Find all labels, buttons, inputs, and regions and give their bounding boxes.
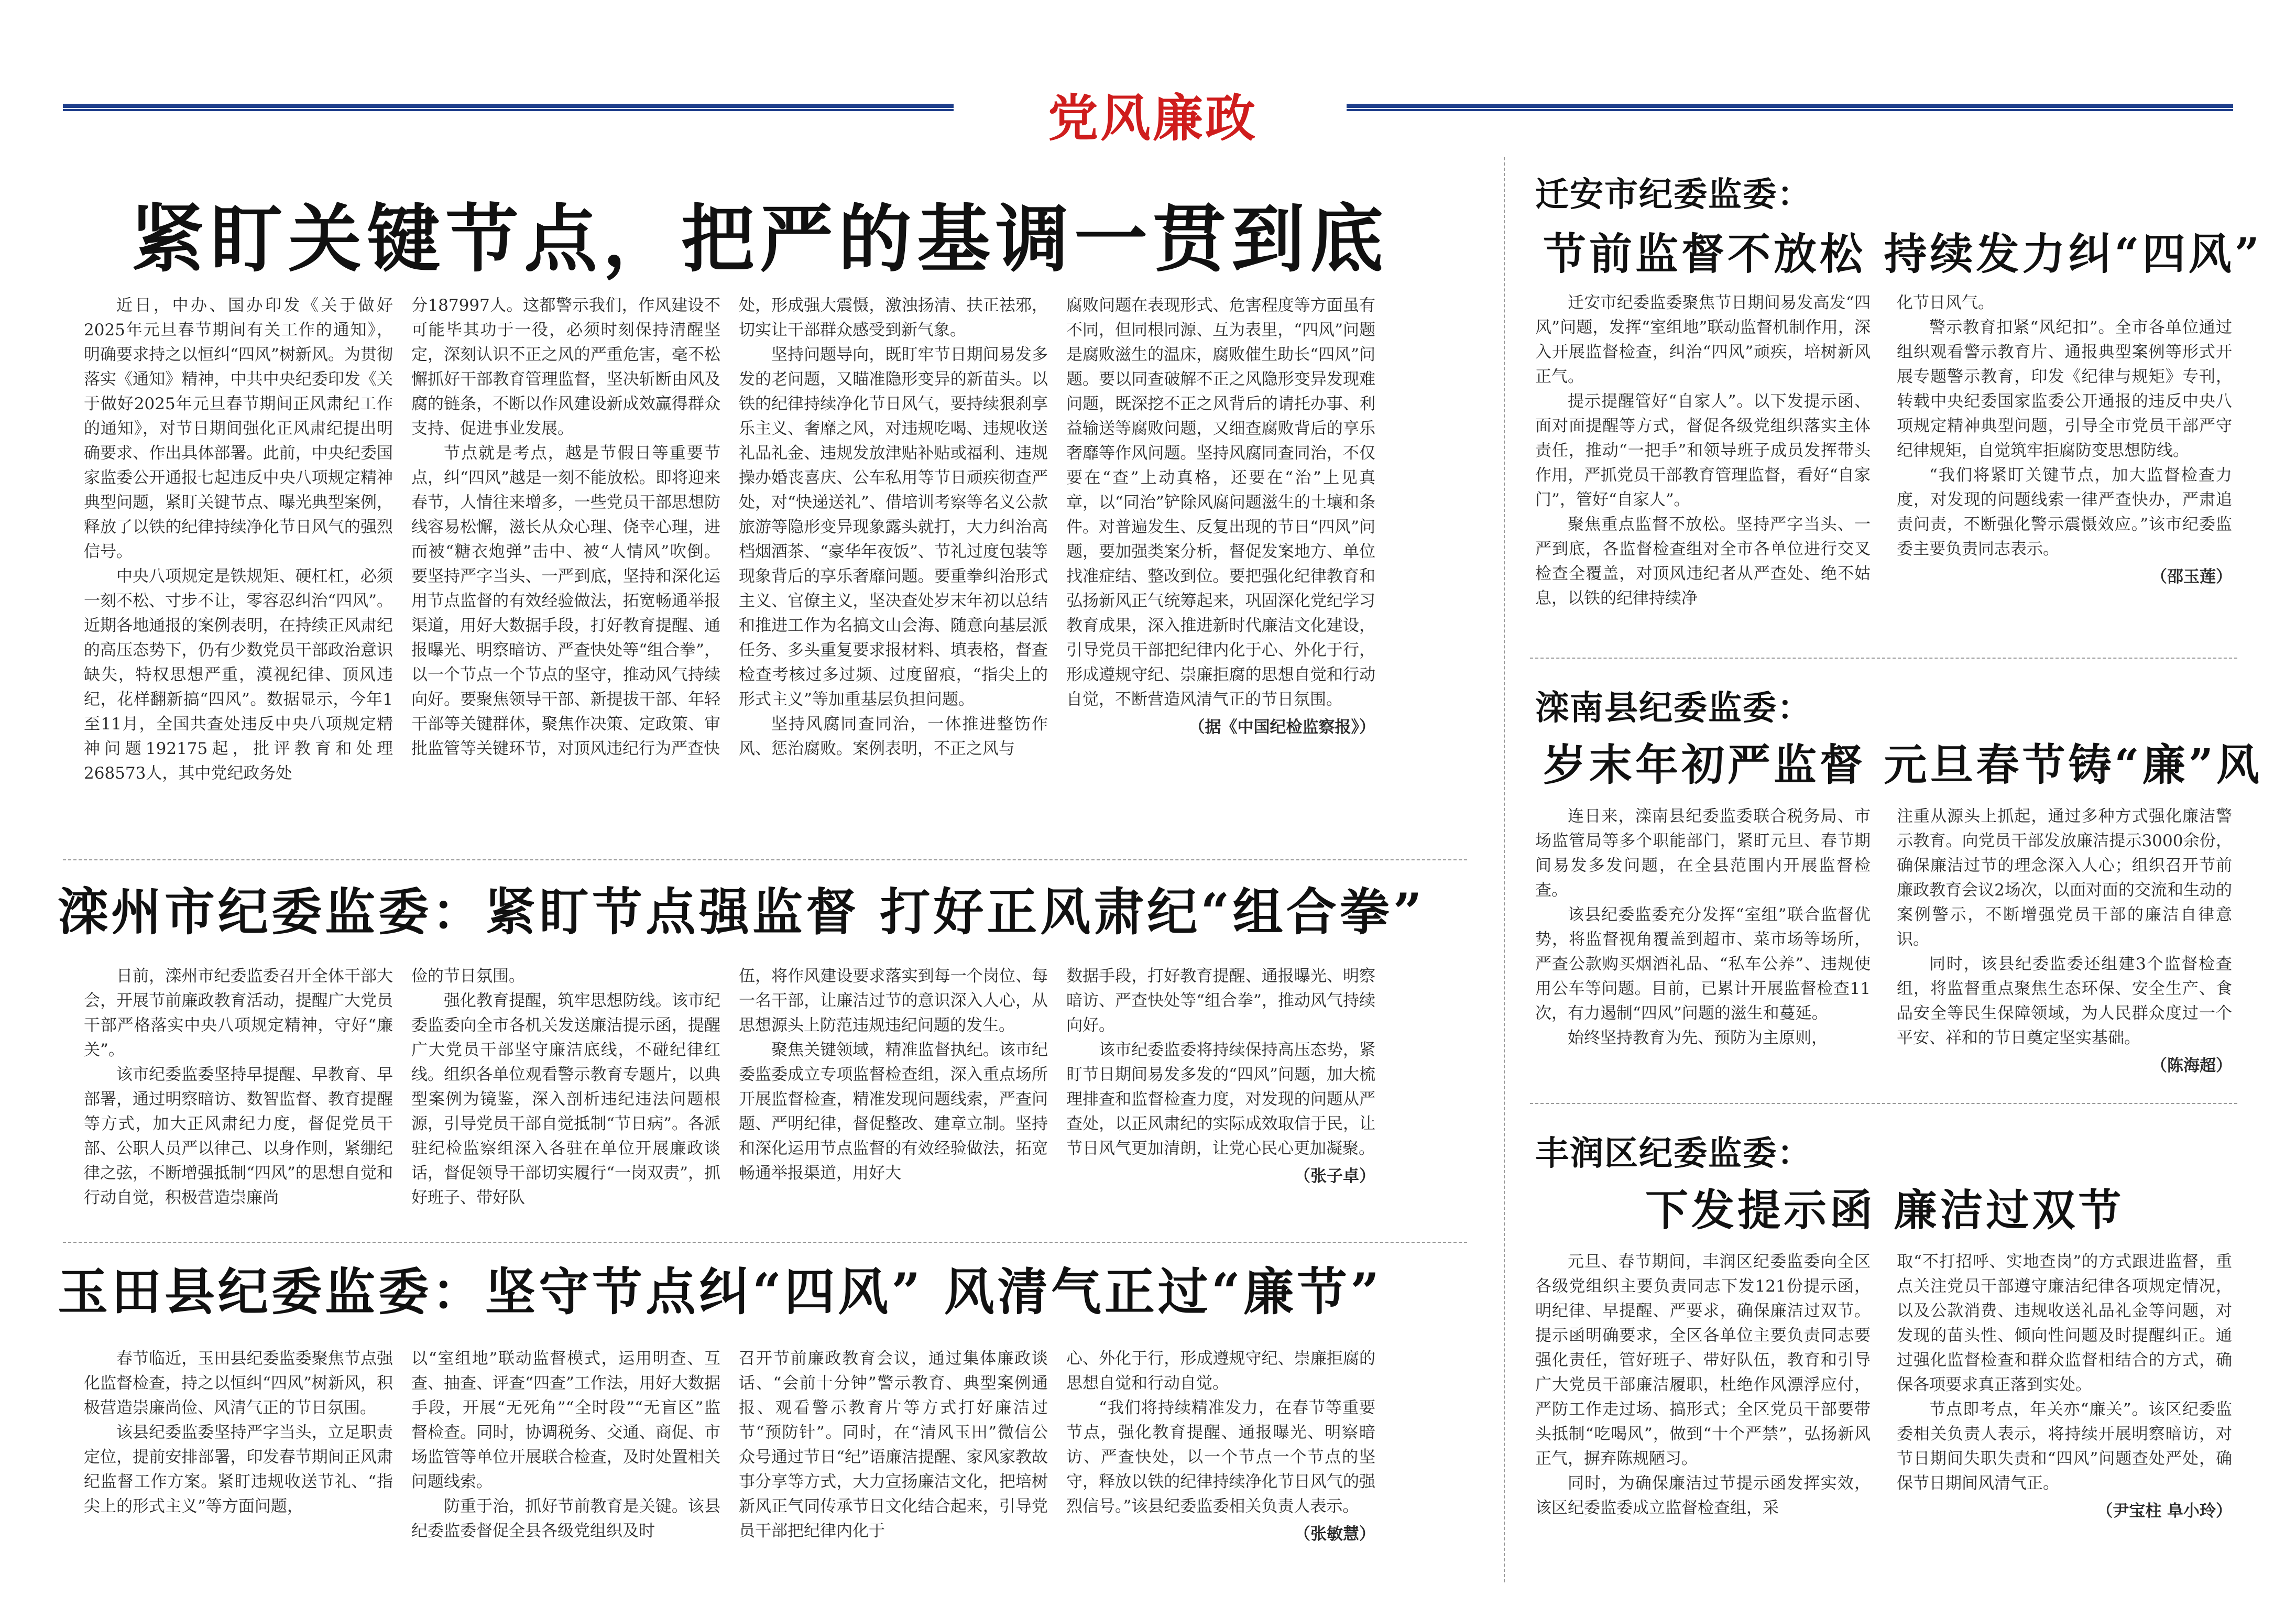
luanzhou-col-1 <box>84 964 393 1237</box>
paragraph: 提示提醒管好“自家人”。以下发提示函、面对面提醒等方式，督促各级党组织落实主体责任，推动“一把手”和领导班子成员发挥带头作用，严抓党员干部教育管理监督，看好“自家门”，管好“自家人”。 <box>1535 392 1871 509</box>
paragraph: 迁安市纪委监委聚焦节日期间易发高发“四风”问题，发挥“室组地”联动监督机制作用，深入开展监督检查，纠治“四风”顽疾，培树新风正气。 <box>1535 293 1871 386</box>
main-col-1 <box>84 293 393 846</box>
paragraph: 聚焦重点监督不放松。坚持严字当头、一严到底，各监督检查组对全市各单位进行交叉检查全覆盖，对顶风违纪者从严查处、绝不姑息，以铁的纪律持续净 <box>1535 515 1871 608</box>
main-headline: 紧盯关键节点，把严的基调一贯到底 <box>131 196 1389 282</box>
yutian-col-2 <box>411 1347 720 1598</box>
luannan-col-1 <box>1535 804 1871 1098</box>
luannan-kicker: 滦南县纪委监委： <box>1535 689 1812 728</box>
paragraph: 聚焦关键领域，精准监督执纪。该市纪委监委成立专项监督检查组，深入重点场所开展监督检查，精准发现问题线索，严查问题、严明纪律，督促整改、建章立制。坚持和深化运用节点监督的有效经验做法，拓宽畅通举报渠道，用好大 <box>739 1041 1048 1183</box>
fengrun-subtitle: 下发提示函 廉洁过双节 <box>1645 1185 2125 1236</box>
divider-qianan <box>1530 658 2237 659</box>
paragraph: 该市纪委监委将持续保持高压态势，紧盯节日期间易发多发的“四风”问题，加大梳理排查和监督检查力度，对发现的问题从严查处，以正风肃纪的实际成效取信于民，让节日风气更加清朗，让党心民心更加凝聚。 <box>1066 1041 1375 1158</box>
luanzhou-col-2 <box>411 964 720 1237</box>
paragraph: 数据手段，打好教育提醒、通报曝光、明察暗访、严查快处等“组合拳”，推动风气持续向好。 <box>1066 967 1375 1035</box>
paragraph: 坚持问题导向，既盯牢节日期间易发多发的老问题，又瞄准隐形变异的新苗头。以铁的纪律持续净化节日风气，要持续狠刹享乐主义、奢靡之风，对违规吃喝、违规收送礼品礼金、违规发放津贴补贴或福利、违规操办婚丧喜庆、公车私用等节日顽疾彻查严处，对“快递送礼”、借培训考察等名义公款旅游等隐形变异现象露头就打，大力纠治高档烟酒茶、“豪华年夜饭”、节礼过度包装等现象背后的享乐奢靡问题。要重拳纠治形式主义、官僚主义，坚决查处岁末年初以总结和推进工作为名搞文山会海、随意向基层派任务、多头重复要求报材料、填表格，督查检查考核过多过频、过度留痕，“指尖上的形式主义”等加重基层负担问题。 <box>739 345 1048 709</box>
author-credit: （张子卓） <box>1294 1167 1375 1186</box>
paragraph: 防重于治，抓好节前教育是关键。该县纪委监委督促全县各级党组织及时 <box>411 1497 720 1540</box>
yutian-col-4 <box>1066 1347 1375 1598</box>
masthead-rule-left <box>63 104 954 112</box>
luanzhou-col-3 <box>739 964 1048 1237</box>
paragraph: 始终坚持教育为先、预防为主原则， <box>1568 1029 1828 1047</box>
paragraph: 伍，将作风建设要求落实到每一个岗位、每一名干部，让廉洁过节的意识深入人心，从思想源头上防范违规违纪问题的发生。 <box>739 967 1048 1035</box>
yutian-col-3 <box>739 1347 1048 1598</box>
main-col-3 <box>739 293 1048 846</box>
paragraph: 警示教育扣紧“风纪扣”。全市各单位通过组织观看警示教育片、通报典型案例等形式开展专题警示教育，印发《纪律与规矩》专刊，转载中央纪委国家监委公开通报的违反中央八项规定精神典型问题，引导全市党员干部严守纪律规矩，自觉筑牢拒腐防变思想防线。 <box>1897 318 2232 460</box>
paragraph: 注重从源头上抓起，通过多种方式强化廉洁警示教育。向党员干部发放廉洁提示3000余份，确保廉洁过节的理念深入人心；组织召开节前廉政教育会议2场次，以面对面的交流和生动的案例警示，不断增强党员干部的廉洁自律意识。 <box>1897 807 2232 949</box>
paragraph: 同时，为确保廉洁过节提示函发挥实效，该区纪委监委成立监督检查组，采 <box>1535 1474 1871 1517</box>
paragraph: 节点就是考点，越是节假日等重要节点，纠“四风”越是一刻不能放松。即将迎来春节，人情往来增多，一些党员干部思想防线容易松懈，滋长从众心理、侥幸心理，进而被“糖衣炮弹”击中、被“人情风”吹倒。要坚持严字当头、一严到底，坚持和深化运用节点监督的有效经验做法，拓宽畅通举报渠道，用好大数据手段，打好教育提醒、通报曝光、明察暗访、严查快处等“组合拳”，以一个节点一个节点的坚守，推动风气持续向好。要聚焦领导干部、新提拔干部、年轻干部等关键群体，聚焦作决策、定政策、审批监管等关键环节，对顶风违纪行为严查快 <box>411 444 720 758</box>
luanzhou-col-4 <box>1066 964 1375 1237</box>
paragraph: 处，形成强大震慑，激浊扬清、扶正祛邪，切实让干部群众感受到新气象。 <box>739 296 1048 340</box>
paragraph: 俭的节日氛围。 <box>411 967 525 986</box>
paragraph: 日前，滦州市纪委监委召开全体干部大会，开展节前廉政教育活动，提醒广大党员干部严格落实中央八项规定精神，守好“廉关”。 <box>84 967 393 1059</box>
paragraph: “我们将持续精准发力，在春节等重要节点，强化教育提醒、通报曝光、明察暗访、严查快处，以一个节点一个节点的坚守，释放以铁的纪律持续净化节日风气的强烈信号。”该县纪委监委相关负责人表示。 <box>1066 1398 1375 1516</box>
divider-luanzhou <box>63 1242 1467 1243</box>
section-title: 党风廉政 <box>1048 89 1258 148</box>
fengrun-kicker: 丰润区纪委监委： <box>1535 1134 1812 1173</box>
luannan-subtitle: 岁末年初严监督 元旦春节铸“廉”风 <box>1543 740 2262 790</box>
main-col-4 <box>1066 293 1375 846</box>
paragraph: 同时，该县纪委监委还组建3个监督检查组，将监督重点聚焦生态环保、安全生产、食品安全等民生保障领域，为人民群众度过一个平安、祥和的节日奠定坚实基础。 <box>1897 955 2232 1047</box>
paragraph: “我们将紧盯关键节点，加大监督检查力度，对发现的问题线索一律严查快办，严肃追责问责，不断强化警示震慑效应。”该市纪委监委主要负责同志表示。 <box>1897 466 2232 559</box>
paragraph: 化节日风气。 <box>1897 293 1994 312</box>
author-credit: （张敏慧） <box>1294 1525 1375 1544</box>
column-divider <box>1504 157 1505 1582</box>
paragraph: 近日，中办、国办印发《关于做好2025年元旦春节期间有关工作的通知》，明确要求持之以恒纠“四风”树新风。为贯彻落实《通知》精神，中共中央纪委印发《关于做好2025年元旦春节期间正风肃纪工作的通知》，对节日期间强化正风肃纪提出明确要求、作出具体部署。此前，中央纪委国家监委公开通报七起违反中央八项规定精神典型问题，紧盯关键节点、曝光典型案例，释放了以铁的纪律持续净化节日风气的强烈信号。 <box>84 296 393 561</box>
paragraph: 心、外化于行，形成遵规守纪、崇廉拒腐的思想自觉和行动自觉。 <box>1066 1349 1375 1393</box>
paragraph: 元旦、春节期间，丰润区纪委监委向全区各级党组织主要负责同志下发121份提示函，明纪律、早提醒、严要求，确保廉洁过双节。提示函明确要求，全区各单位主要负责同志要强化责任，管好班子、带好队伍，教育和引导广大党员干部廉洁履职，杜绝作风漂浮应付，严防工作走过场、搞形式；全区党员干部要带头抵制“吃喝风”，做到“十个严禁”，弘扬新风正气，摒弃陈规陋习。 <box>1535 1252 1871 1468</box>
luannan-col-2 <box>1897 804 2232 1098</box>
qianan-col-1 <box>1535 291 1871 658</box>
author-credit: （陈海超） <box>2151 1056 2232 1075</box>
fengrun-col-1 <box>1535 1250 1871 1595</box>
fengrun-col-2 <box>1897 1250 2232 1595</box>
qianan-col-2 <box>1897 291 2232 658</box>
paragraph: 连日来，滦南县纪委监委联合税务局、市场监管局等多个职能部门，紧盯元旦、春节期间易发多发问题，在全县范围内开展监督检查。 <box>1535 807 1871 900</box>
paragraph: 春节临近，玉田县纪委监委聚焦节点强化监督检查，持之以恒纠“四风”树新风，积极营造崇廉尚俭、风清气正的节日氛围。 <box>84 1349 393 1417</box>
qianan-subtitle: 节前监督不放松 持续发力纠“四风” <box>1543 229 2262 279</box>
paragraph: 该县纪委监委坚持严字当头，立足职责定位，提前安排部署，印发春节期间正风肃纪监督工作方案。紧盯违规收送节礼、“指尖上的形式主义”等方面问题， <box>84 1423 393 1516</box>
paragraph: 分187997人。这都警示我们，作风建设不可能毕其功于一役，必须时刻保持清醒坚定，深刻认识不正之风的严重危害，毫不松懈抓好干部教育管理监督，坚决斩断由风及腐的链条，不断以作风建设新成效赢得群众支持、促进事业发展。 <box>411 296 720 438</box>
paragraph: 坚持风腐同查同治，一体推进整饬作风、惩治腐败。案例表明，不正之风与 <box>739 715 1048 758</box>
divider-luannan <box>1530 1103 2237 1104</box>
paragraph: 该市纪委监委坚持早提醒、早教育、早部署，通过明察暗访、数智监督、教育提醒等方式，加大正风肃纪力度，督促党员干部、公职人员严以律己、以身作则，紧绷纪律之弦，不断增强抵制“四风”的思想自觉和行动自觉，积极营造崇廉尚 <box>84 1065 393 1207</box>
paragraph: 腐败问题在表现形式、危害程度等方面虽有不同，但同根同源、互为表里，“四风”问题是腐败滋生的温床，腐败催生助长“四风”问题。要以同查破解不正之风隐形变异发现难问题，既深挖不正之风背后的请托办事、利益输送等腐败问题，又细查腐败背后的享乐奢靡等作风问题。坚持风腐同查同治，不仅要在“查”上动真格，还要在“治”上见真章，以“同治”铲除风腐问题滋生的土壤和条件。对普遍发生、反复出现的节日“四风”问题，要加强类案分析，督促发案地方、单位找准症结、整改到位。要把强化纪律教育和弘扬新风正气统筹起来，巩固深化党纪学习教育成果，深入推进新时代廉洁文化建设，引导党员干部把纪律内化于心、外化于行，形成遵规守纪、崇廉拒腐的思想自觉和行动自觉，不断营造风清气正的节日氛围。 <box>1066 296 1375 709</box>
source-credit: （据《中国纪检监察报》） <box>1188 718 1375 737</box>
paragraph: 强化教育提醒，筑牢思想防线。该市纪委监委向全市各机关发送廉洁提示函，提醒广大党员干部坚守廉洁底线，不碰纪律红线。组织各单位观看警示教育专题片，以典型案例为镜鉴，深入剖析违纪违法问题根源，引导党员干部自觉抵制“节日病”。各派驻纪检监察组深入各驻在单位开展廉政谈话，督促领导干部切实履行“一岗双责”，抓好班子、带好队 <box>411 991 720 1207</box>
paragraph: 召开节前廉政教育会议，通过集体廉政谈话、“会前十分钟”警示教育、典型案例通报、观看警示教育片等方式打好廉洁过节“预防针”。同时，在“清风玉田”微信公众号通过节日“纪”语廉洁提醒、家风家教故事分享等方式，大力宣扬廉洁文化，把培树新风正气同传承节日文化结合起来，引导党员干部把纪律内化于 <box>739 1349 1048 1540</box>
paragraph: 中央八项规定是铁规矩、硬杠杠，必须一刻不松、寸步不让，零容忍纠治“四风”。近期各地通报的案例表明，在持续正风肃纪的高压态势下，仍有少数党员干部政治意识缺失，特权思想严重，漠视纪律、顶风违纪，花样翻新搞“四风”。数据显示，今年1至11月，全国共查处违反中央八项规定精神问题192175起，批评教育和处理268573人，其中党纪政务处 <box>84 567 393 783</box>
qianan-kicker: 迁安市纪委监委： <box>1535 176 1812 214</box>
paragraph: 以“室组地”联动监督模式，运用明查、互查、抽查、评查“四查”工作法，用好大数据手段，开展“无死角”“全时段”“无盲区”监督检查。同时，协调税务、交通、商促、市场监管等单位开展联合检查，及时处置相关问题线索。 <box>411 1349 720 1491</box>
divider-main <box>63 859 1467 860</box>
masthead-rule-right <box>1347 104 2233 112</box>
yutian-headline: 玉田县纪委监委：坚守节点纠“四风” 风清气正过“廉节” <box>58 1262 1383 1321</box>
paragraph: 该县纪委监委充分发挥“室组”联合监督优势，将监督视角覆盖到超市、菜市场等场所，严查公款购买烟酒礼品、“私车公养”、违规使用公车等问题。目前，已累计开展监督检查11次，有力遏制“四风”问题的滋生和蔓延。 <box>1535 905 1871 1023</box>
yutian-col-1 <box>84 1347 393 1598</box>
author-credit: （尹宝柱 阜小玲） <box>2096 1502 2232 1521</box>
paragraph: 取“不打招呼、实地查岗”的方式跟进监督，重点关注党员干部遵守廉洁纪律各项规定情况，以及公款消费、违规收送礼品礼金等问题，对发现的苗头性、倾向性问题及时提醒纠正。通过强化监督检查和群众监督相结合的方式，确保各项要求真正落到实处。 <box>1897 1252 2232 1394</box>
paragraph: 节点即考点，年关亦“廉关”。该区纪委监委相关负责人表示，将持续开展明察暗访，对节日期间失职失责和“四风”问题查处严处，确保节日期间风清气正。 <box>1897 1400 2232 1493</box>
author-credit: （邵玉莲） <box>2151 567 2232 586</box>
main-col-2 <box>411 293 720 846</box>
luanzhou-headline: 滦州市纪委监委：紧盯节点强监督 打好正风肃纪“组合拳” <box>58 882 1425 942</box>
